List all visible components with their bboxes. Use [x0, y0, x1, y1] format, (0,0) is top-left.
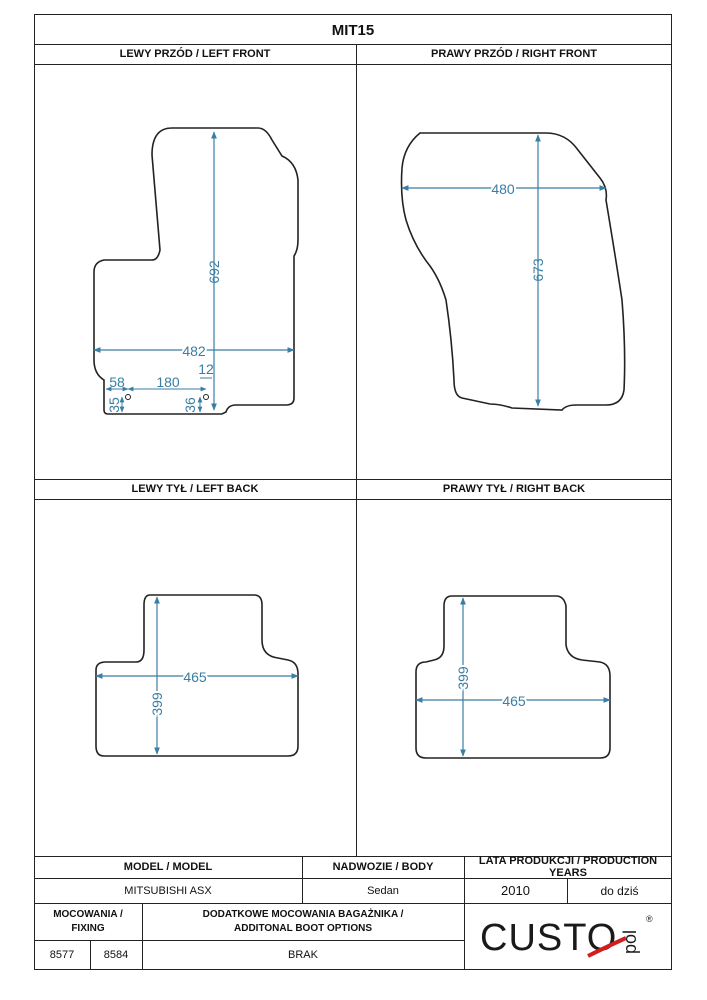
custopol-logo	[476, 908, 666, 964]
panel-label-left-back: LEWY TYŁ / LEFT BACK	[131, 483, 259, 495]
panel-label-left-front: LEWY PRZÓD / LEFT FRONT	[119, 48, 271, 60]
model-value: MITSUBISHI ASX	[124, 884, 212, 897]
years-header: LATA PRODUKCJI / PRODUCTION YEARS	[478, 855, 658, 879]
boot-value: BRAK	[288, 949, 318, 961]
left-front-dim-c: 12	[198, 361, 214, 377]
right-back-width: 465	[502, 693, 526, 709]
boot-header-line2: ADDITONAL BOOT OPTIONS	[234, 922, 372, 934]
page-title: MIT15	[331, 21, 375, 39]
left-front-height: 692	[206, 260, 222, 284]
logo-pol: pol	[620, 929, 640, 954]
fixing-header-line1: MOCOWANIA /	[53, 908, 123, 920]
panel-label-right-front: PRAWY PRZÓD / RIGHT FRONT	[430, 48, 598, 60]
year-to: do dziś	[600, 883, 639, 898]
boot-header	[142, 903, 464, 940]
right-back-mat-outline	[416, 596, 610, 758]
left-front-dim-b: 180	[156, 374, 180, 390]
model-header: MODEL / MODEL	[123, 861, 213, 873]
body-value: Sedan	[367, 884, 399, 897]
right-front-mat-outline	[402, 133, 625, 410]
left-front-width: 482	[182, 343, 206, 359]
fixing-value-1: 8577	[49, 949, 75, 961]
right-back-height: 399	[455, 666, 471, 690]
logo-registered: ®	[646, 914, 653, 924]
body-header: NADWOZIE / BODY	[332, 861, 434, 873]
fixing-value-2: 8584	[103, 949, 129, 961]
fixing-header-line2: FIXING	[71, 922, 105, 934]
boot-header-line1: DODATKOWE MOCOWANIA BAGAŻNIKA /	[202, 908, 404, 920]
right-front-height: 673	[530, 258, 546, 282]
logo-text: CUSTO	[480, 917, 618, 959]
left-front-dim-e: 36	[182, 397, 198, 413]
year-from: 2010	[501, 883, 530, 898]
panel-label-right-back: PRAWY TYŁ / RIGHT BACK	[442, 483, 586, 495]
left-back-height: 399	[149, 692, 165, 716]
left-front-dim-a: 58	[109, 374, 125, 390]
left-front-dim-d: 35	[106, 397, 122, 413]
fixing-header	[34, 903, 142, 940]
right-front-width: 480	[491, 181, 515, 197]
left-back-width: 465	[183, 669, 207, 685]
left-front-mat-outline	[94, 128, 298, 414]
